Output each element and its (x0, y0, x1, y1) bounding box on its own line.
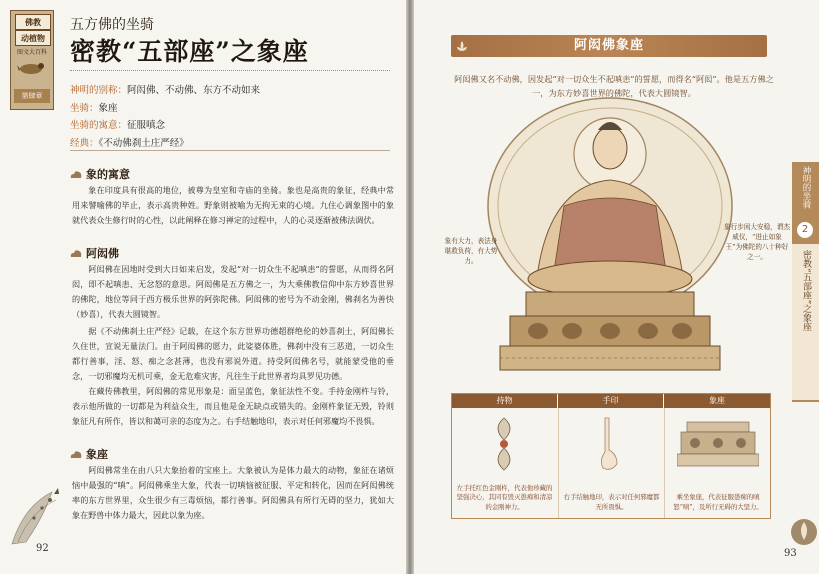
buddha-illustration (476, 96, 744, 378)
elephant-throne-icon (677, 418, 759, 468)
cloud-icon (70, 170, 82, 179)
hand-gesture-icon (591, 414, 631, 474)
callout-right: 象行步闲大安稳，谓杰威仪，“进止如象王”为佛陀的八十种好之一。 (724, 223, 790, 261)
badge-line-1: 佛教 (15, 14, 51, 30)
table-caption: 左手托红色金刚杵，代表他珍藏的坚强决心，其同有毁灭愚痴和清凉的金刚神力。 (456, 483, 553, 511)
paragraph: 阿闳佛常坐在由八只大象抬着的宝座上。大象被认为是体力最大的动物，象征在诸烦恼中最强的“嗔”。阿闳佛乘坐大象，代表一切嗔恼被征服、平定和转化，因而在阿闳佛统率的东方世界里，众生很少有三毒烦恼，都行善事。阿闳佛具有所行无碍的坚力，犹如大象在野兽中体力最大，因此以象为座。 (72, 465, 394, 520)
info-row: 坐骑的寓意：征服嗔念 (70, 120, 166, 131)
table-caption: 乘坐象座，代表征服愚痴的嗔怒“嗔”，及所行无碍的大坚力。 (673, 493, 763, 511)
side-tab-number: 2 (797, 222, 813, 238)
info-row: 坐骑：象座 (70, 102, 118, 114)
table-cell (452, 408, 557, 518)
paragraph: 据《不动佛刹土庄严经》记载，在这个东方世界功德超群绝伦的妙喜刹土，阿闳佛长久住世，宣说无量法门。由于阿闳佛的愿力，此娑婆体胜，佛刹中没有三恶道，一切众生都行善事，淫、怒、痴之念甚薄，也没有邪说外道。持受阿闳佛名号，就能蒙受他的垂念，一切邪魔均无机可乘，金无危难灾害，凡往生于此世界者均具罗见功德。 (72, 326, 394, 381)
info-row: 经典：《不动佛刹土庄严经》 (70, 137, 189, 149)
attribute-table (451, 393, 771, 519)
vajra-icon (482, 414, 526, 474)
divider (70, 150, 390, 151)
paragraph: 阿闳佛在因地时受到大日如来启发，发起“对一切众生不起嗔恚”的誓愿，从而得名阿闳，即不起嗔恚、无忿怒的意思。阿闳佛是五方佛之一，为大乘佛教信仰中东方妙喜世界的佛陀，地位等同于西方极乐世界的阿弥陀佛。阿闳佛的密号为不动金刚，佛刹名为善快（妙喜），代表大圆镜智。 (72, 264, 394, 319)
page-subtitle: 五方佛的坐骑 (70, 17, 154, 33)
badge-line-3: 图文大百科 (16, 49, 47, 56)
left-page (0, 0, 406, 574)
page-title: 密教“五部座”之象座 (70, 37, 309, 66)
info-row: 神明的别称：阿闳佛、不动佛、东方不动如来 (70, 85, 261, 96)
badge-line-2: 动植物 (15, 30, 51, 46)
side-tab-top: 神明的坐骑 (801, 166, 811, 209)
table-header: 象座 (664, 394, 770, 408)
callout-left: 象有大力，表法身堪救负荷，有大势力。 (444, 237, 498, 265)
book-gutter (406, 0, 414, 574)
table-cell (664, 408, 771, 518)
side-tab-bottom: 密教“五部座”之象座 (792, 244, 819, 400)
info-block (70, 82, 400, 152)
section-heading: 阿闳佛 (70, 245, 119, 261)
lotus-corner-icon (788, 516, 819, 546)
table-header: 手印 (558, 394, 663, 408)
table-header: 持物 (452, 394, 557, 408)
paragraph: 象在印度具有很高的地位，被尊为皇室和寺庙的坐骑。象也是高贵的象征，经典中常用来譬喻佛的毕止，表示高贵种姓。野象则被喻为无拘无束的心境。九住心调象图中的象就代表众生修行时的心性，以此阐释在修习禅定的过程中，人的心灵逐渐被佛法调伏。 (72, 185, 394, 225)
right-page (414, 0, 819, 574)
paragraph: 在藏传佛教里，阿闳佛的常见形象是：面呈蓝色，象征法性不变。手持金刚杵与铃，表示他所做的一切都是为利益众生，而且他是金无缺点或错失的。金刚杵象征无毁，铃则象征凡有所作，皆以和蔼可亲的态度为之。右手结触地印，表示对任何邪魔均不畏惧。 (72, 386, 394, 426)
table-caption: 右手结触地印，表示对任何邪魔都无所畏惧。 (563, 493, 660, 511)
cloud-icon (70, 249, 82, 258)
section-banner (451, 35, 767, 57)
page-number: 93 (784, 548, 797, 559)
section-heading: 象座 (70, 446, 108, 462)
page-number: 92 (36, 543, 49, 554)
bird-illustration (17, 59, 47, 77)
chapter-label: 第肆章 (14, 89, 50, 103)
peacock-illustration (4, 486, 68, 548)
section-heading: 象的寓意 (70, 166, 130, 182)
side-tab (792, 162, 819, 402)
intro-text: 阿闳佛又名不动佛，因发起“对一切众生不起嗔恚”的誓愿，而得名“阿闳”。他是五方佛之一，为东方妙喜世界的佛陀，代表大圆镜智。 (454, 74, 774, 98)
series-badge (10, 10, 54, 110)
divider (70, 70, 390, 71)
banner-title: 阿闳佛象座 (573, 38, 644, 53)
cloud-icon (70, 450, 82, 459)
table-cell (558, 408, 664, 518)
